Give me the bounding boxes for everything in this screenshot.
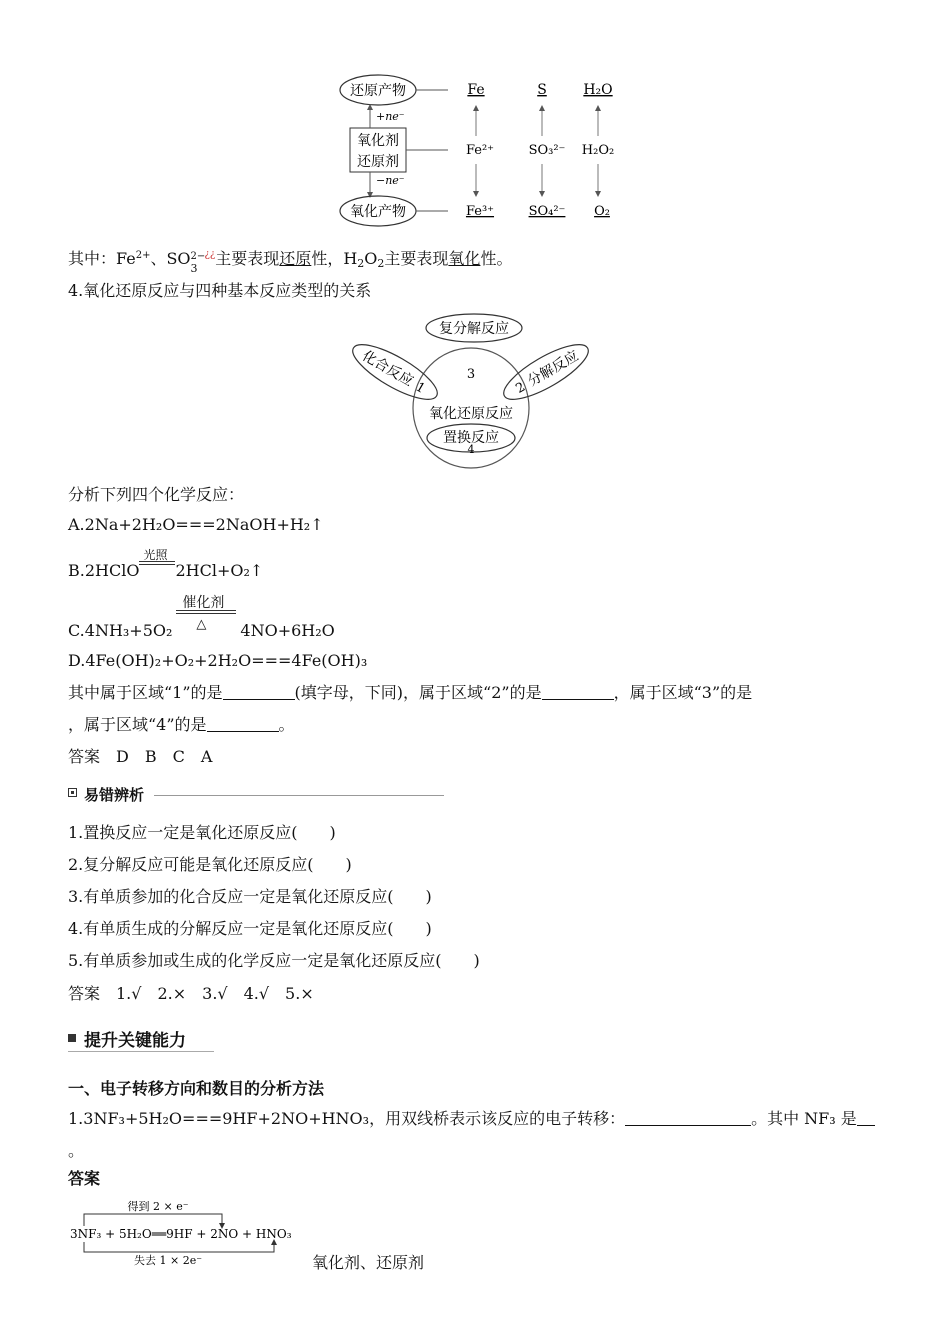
- q1-line: 1.3NF₃+5H₂O===9HF+2NO+HNO₃，用双线桥表示该反应的电子转移： 。其中 NF₃ 是: [68, 1108, 875, 1130]
- answer-label: 答案: [68, 1169, 101, 1188]
- reaction-d: D.4Fe(OH)₂+O₂+2H₂O===4Fe(OH)₃: [68, 651, 368, 670]
- analyze-line: 分析下列四个化学反应：: [68, 485, 245, 504]
- error-section-title: 易错辨析: [84, 786, 145, 804]
- q1-end: 。: [68, 1141, 85, 1160]
- decomposition-label: 分解反应: [525, 347, 582, 390]
- redox-label: 氧化还原反应: [429, 406, 513, 422]
- error-item-3: 3.有单质参加的化合反应一定是氧化还原反应( ): [68, 887, 432, 906]
- gain-electrons-label: +ne⁻: [376, 110, 405, 123]
- oxidizer-label: 氧化剂: [357, 133, 399, 149]
- reaction-b: B.2HClO 光照 2HCl+O₂↑: [68, 548, 264, 580]
- col2-top: S: [537, 82, 547, 98]
- col3-bottom: O₂: [594, 204, 610, 219]
- reaction-c: C.4NH₃+5O₂ 催化剂 △ 4NO+6H₂O: [68, 595, 335, 640]
- error-item-5: 5.有单质参加或生成的化学反应一定是氧化还原反应( ): [68, 951, 480, 970]
- redox-relation-diagram: [330, 70, 630, 235]
- bridge-lose-label: 失去 1 × 2e⁻: [133, 1254, 203, 1267]
- double-decomposition-label: 复分解反应: [439, 321, 509, 337]
- note-line: 其中：$Fe^{2+}$、SO 2− 3 ¿¿主要表现还原性，$H_2O_2$主要表现氧化性。: [68, 249, 513, 275]
- square-icon: [68, 788, 77, 797]
- error-answer: 答案 1.√ 2.× 3.√ 4.√ 5.×: [68, 984, 314, 1003]
- error-item-4: 4.有单质生成的分解反应一定是氧化还原反应( ): [68, 919, 432, 938]
- col3-top: H₂O: [583, 82, 613, 98]
- error-item-2: 2.复分解反应可能是氧化还原反应( ): [68, 855, 352, 874]
- reduction-product-label: 还原产物: [350, 83, 406, 99]
- double-bridge-diagram: [68, 1196, 308, 1268]
- displacement-label: 置换反应: [443, 430, 499, 446]
- col1-bottom: Fe³⁺: [465, 204, 495, 219]
- section2-title: 提升关键能力: [84, 1031, 186, 1051]
- answer-1: 答案 D B C A: [68, 747, 213, 766]
- region-2: 2: [513, 379, 529, 397]
- heading-4: 4.氧化还原反应与四种基本反应类型的关系: [68, 281, 372, 300]
- col2-mid: SO₃²⁻: [528, 143, 566, 158]
- combination-label: 化合反应: [359, 347, 416, 390]
- section2-header: [68, 1024, 214, 1052]
- reducer-label: 还原剂: [357, 154, 399, 170]
- error-section-header: [68, 784, 444, 804]
- lose-electrons-label: −ne⁻: [376, 174, 405, 187]
- bridge-gain-label: 得到 2 × e⁻: [127, 1200, 189, 1213]
- region-4: 4: [467, 443, 475, 456]
- oxidation-product-label: 氧化产物: [350, 204, 406, 220]
- subheading-1: 一、电子转移方向和数目的分析方法: [68, 1079, 325, 1098]
- square-bullet-icon: [68, 1034, 76, 1042]
- col2-bottom: SO₄²⁻: [528, 204, 566, 219]
- answer-2-tail: 氧化剂、还原剂: [312, 1253, 425, 1272]
- error-item-1: 1.置换反应一定是氧化还原反应( ): [68, 823, 336, 842]
- reaction-a: A.2Na+2H₂O===2NaOH+H₂↑: [68, 515, 324, 534]
- reaction-types-diagram: [350, 308, 600, 473]
- col3-mid: H₂O₂: [581, 143, 615, 158]
- col1-top: Fe: [467, 82, 485, 98]
- question-line-1: 其中属于区域“1”的是 (填字母，下同)，属于区域“2”的是 ，属于区域“3”的是: [68, 683, 753, 702]
- region-3: 3: [466, 367, 476, 382]
- question-line-2: ，属于区域“4”的是 。: [68, 715, 295, 734]
- bridge-equation: 3NF₃ + 5H₂O══9HF + 2NO + HNO₃: [70, 1227, 292, 1241]
- col1-mid: Fe²⁺: [465, 143, 495, 158]
- region-1: 1: [412, 379, 428, 397]
